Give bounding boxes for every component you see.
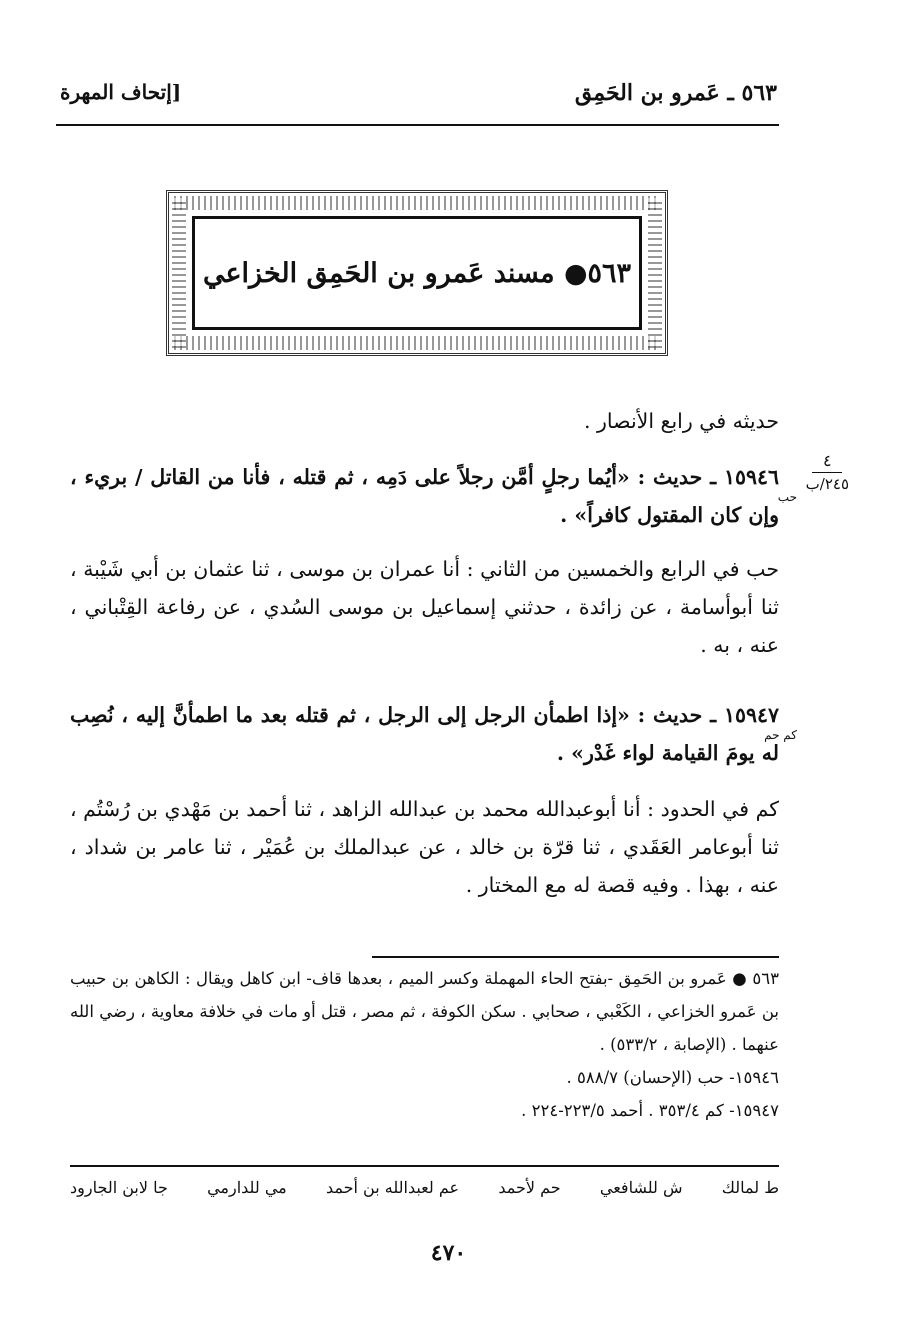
hadith-1-text: ١٥٩٤٦ ـ حديث : «أيُما رجلٍ أمَّن رجلاً على دَمِه ، ثم قتله ، فأنا من القاتل / بريء ، وإن كان المقتول كافراً» . xyxy=(70,465,779,527)
section-title: ٥٦٣● مسند عَمرو بن الحَمِق الخزاعي xyxy=(202,257,632,289)
ornament-right xyxy=(648,198,662,348)
footnote-2: ١٥٩٤٧- كم ٣٥٣/٤ . أحمد ٢٢٣/٥-٢٢٤ . xyxy=(521,1101,779,1120)
footnote-bio: ٥٦٣ ● عَمرو بن الحَمِق -بفتح الحاء المهملة وكسر الميم ، بعدها قاف- ابن كاهل ويقال : الكاهن بن حبيب بن عَمرو الخزاعي ، الكَعْبي ، صحابي . سكن الكوفة ، ثم مصر ، قتل أو مات في خلافة معاوية ، رضي الله عنهما . (الإصابة ، ٥٣٣/٢) . xyxy=(70,969,779,1054)
margin-folio: ٢٤٥/ب xyxy=(805,475,849,493)
running-header-book: [إتحاف المهرة xyxy=(60,80,182,104)
hadith-1-chain: حب في الرابع والخمسين من الثاني : أنا عمران بن موسى ، ثنا عثمان بن أبي شَيْبة ، ثنا أبوأسامة ، عن زائدة ، حدثني إسماعيل بن موسى السُدي ، عن رفاعة القِتْباني ، عنه ، به . xyxy=(70,557,779,657)
section-title-frame xyxy=(166,190,668,356)
footnotes xyxy=(70,962,779,1127)
ornament-left xyxy=(172,198,186,348)
abbreviation-item: ط لمالك xyxy=(721,1178,779,1197)
running-header-title: ٥٦٣ ـ عَمرو بن الحَمِق xyxy=(574,80,777,106)
hadith-1-source-tag: حب xyxy=(777,490,797,504)
page-number: ٤٧٠ xyxy=(430,1240,467,1266)
ornament-bottom xyxy=(174,336,660,350)
abbreviation-item: عم لعبدالله بن أحمد xyxy=(325,1178,460,1197)
ornament-top xyxy=(174,196,660,210)
abbreviation-item: مي للدارمي xyxy=(207,1178,287,1197)
abbreviation-item: حم لأحمد xyxy=(498,1178,561,1197)
margin-divider xyxy=(812,472,842,473)
title-panel xyxy=(192,216,642,330)
margin-reference xyxy=(806,452,849,493)
intro-line: حديثه في رابع الأنصار . xyxy=(583,409,779,433)
hadith-2-source-tag: كم حم xyxy=(764,728,797,742)
abbreviations-divider xyxy=(70,1165,779,1167)
hadith-2-text: ١٥٩٤٧ ـ حديث : «إذا اطمأن الرجل إلى الرجل ، ثم قتله بعد ما اطمأنَّ إليه ، نُصِب له يومَ القيامة لواء غَدْر» . xyxy=(70,703,779,765)
footnote-divider xyxy=(372,956,779,958)
hadith-2-chain: كم في الحدود : أنا أبوعبدالله محمد بن عبدالله الزاهد ، ثنا أحمد بن مَهْدي بن رُسْتُم ، ثنا أبوعامر العَقَدي ، ثنا قرّة بن خالد ، عن عبدالملك بن عُمَيْر ، ثنا عامر بن شداد ، عنه ، بهذا . وفيه قصة له مع المختار . xyxy=(70,797,779,897)
abbreviation-item: ش للشافعي xyxy=(599,1178,683,1197)
footnote-1: ١٥٩٤٦- حب (الإحسان) ٥٨٨/٧ . xyxy=(566,1068,779,1087)
abbreviation-item: جا لابن الجارود xyxy=(70,1178,168,1197)
margin-number: ٤ xyxy=(823,451,832,470)
header-divider xyxy=(56,124,779,126)
abbreviations-key xyxy=(70,1178,779,1197)
